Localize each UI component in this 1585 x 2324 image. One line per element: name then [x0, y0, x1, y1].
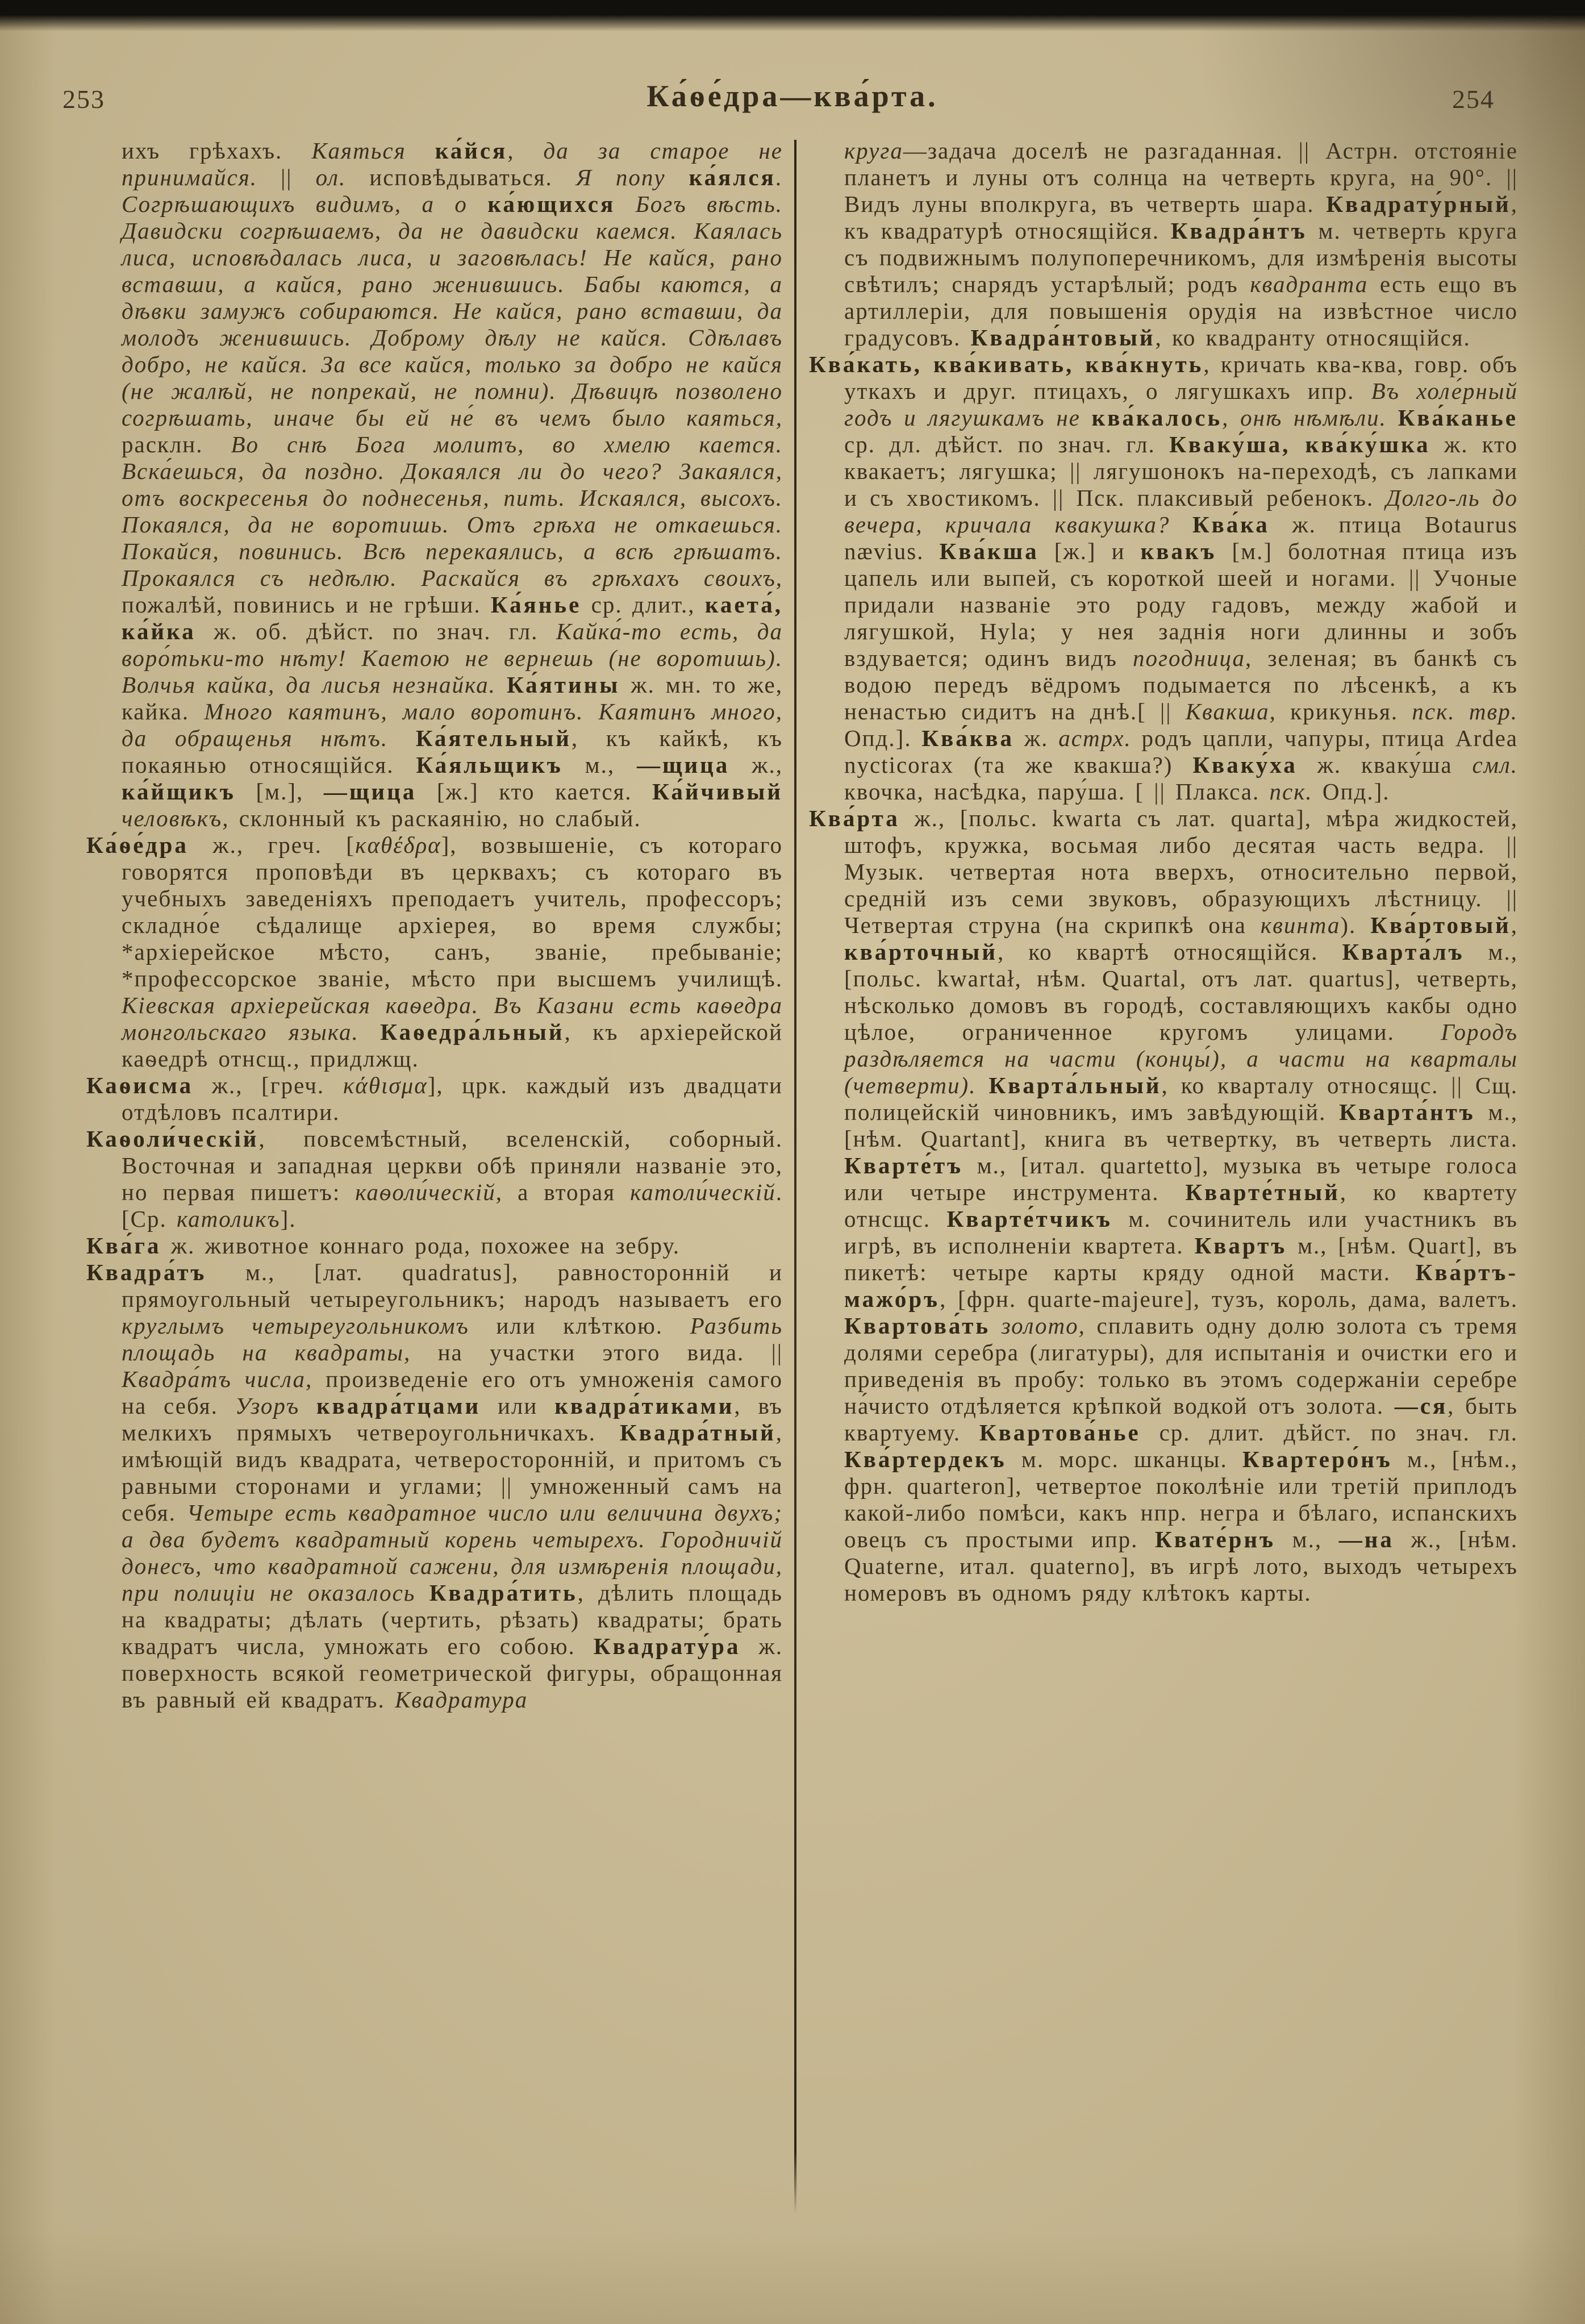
dictionary-entry: Ква́кать, ква́кивать, ква́кнуть, кричать ква-ква, говр. объ уткахъ и друг. птицахъ, о лягушкахъ ипр. Въ холе́рный годъ и лягушкамъ не ква́калось, онѣ нѣмѣли. Ква́канье ср. дл. дѣйст. по знач. гл. Кваку́ша, ква́ку́шка ж. кто квакаетъ; лягушка; || лягушонокъ на-переходѣ, съ лапками и съ хвостикомъ. || Пск. плаксивый ребенокъ. Долго-ль до вечера, кричала квакушка? Ква́ка ж. птица Botaurus nævius. Ква́кша [ж.] и квакъ [м.] болотная птица изъ цапель или выпей, съ короткой шеей и ногами. || Учоные придали названіе это роду гадовъ, между жабой и лягушкой, Hyla; у нея заднія ноги длинны и зобъ вздувается; одинъ видъ погодница, зеленая; въ банкѣ съ водою передъ вёдромъ подымается по лѣсенкѣ, а къ ненастью сидитъ на днѣ.[ || Квакша, крикунья. пск. твр. Опд.]. Ква́ква ж. астрх. родъ цапли, чапуры, птица Ardea nycticorax (та же квакша?) Кваку́ха ж. кваку́ша смл. квочка, насѣдка, пару́ша. [ || Плакса. пск. Опд.]. [809, 351, 1518, 805]
dictionary-entry: Каѳоли́ческій, повсемѣстный, вселенскій, соборный. Восточная и западная церкви обѣ приняли названіе это, но первая пишетъ: каѳоли́ческій, а вторая католи́ческій. [Ср. католикъ]. [86, 1126, 783, 1232]
dictionary-entry: Квадра́тъ м., [лат. quadratus], равносторонній и прямоугольный четыреугольникъ; народъ называетъ его круглымъ четыреугольникомъ или клѣткою. Разбить площадь на квадраты, на участки этого вида. || Квадра́тъ числа, произведеніе его отъ умноженія самого на себя. Узоръ квадра́тцами или квадра́тиками, въ мелкихъ прямыхъ четвероугольничкахъ. Квадра́тный, имѣющій видъ квадрата, четверосторонній, и притомъ съ равными сторонами и углами; || умноженный самъ на себя. Четыре есть квадратное число или величина двухъ; а два будетъ квадратный корень четырехъ. Городничій донесъ, что квадратной сажени, для измѣренія площади, при полиціи не оказалось Квадра́тить, дѣлить площадь на квадраты; дѣлать (чертить, рѣзать) квадраты; брать квадратъ числа, умножать его собою. Квадрату́ра ж. поверхность всякой геометрической фигуры, обращонная въ равный ей квадратъ. Квадратура [86, 1259, 783, 1713]
column-divider-rule [794, 140, 796, 2214]
left-column [86, 138, 783, 1713]
running-title: Ка́ѳе́дра—ква́рта. [646, 79, 939, 113]
dictionary-entry: Ква́рта ж., [польс. kwarta съ лат. quarta], мѣра жидкостей, штофъ, кружка, восьмая либо десятая часть ведра. || Музык. четвертая нота вверхъ, относительно первой, средній изъ семи звуковъ, образующихъ лѣстницу. || Четвертая струна (на скрипкѣ она квинта). Ква́ртовый, ква́рточный, ко квартѣ относящійся. Кварта́лъ м., [польс. kwartał, нѣм. Quartal, отъ лат. quartus], четверть, нѣсколько домовъ въ городѣ, составляющихъ какбы одно цѣлое, ограниченное кругомъ улицами. Городъ раздѣляется на части (концы́), а части на кварталы (четверти). Кварта́льный, ко кварталу относящс. || Сщ. полицейскій чиновникъ, имъ завѣдующій. Кварта́нтъ м., [нѣм. Quartant], книга въ четвертку, въ четверть листа. Кварте́тъ м., [итал. quartetto], музыка въ четыре голоса или четыре инструмента. Кварте́тный, ко квартету отнсщс. Кварте́тчикъ м. сочинитель или участникъ въ игрѣ, въ исполненіи квартета. Квартъ м., [нѣм. Quart], въ пикетѣ: четыре карты кряду одной масти. Ква́ртъ-мажо́ръ, [фрн. quarte-majeure], тузъ, король, дама, валетъ. Квартова́ть золото, сплавить одну долю золота съ тремя долями серебра (лигатуры), для испытанія и очистки его и приведенія въ пробу: только въ этомъ содержаніи серебре на́чисто отдѣляется крѣпкой водкой отъ золота. —ся, быть квартуему. Квартова́нье ср. длит. дѣйст. по знач. гл. Ква́ртердекъ м. морс. шканцы. Квартеро́нъ м., [нѣм., фрн. quarteron], четвертое поколѣніе или третій приплодъ какой-либо помѣси, какъ нпр. негра и бѣлаго, испанскихъ овецъ съ простыми ипр. Квате́рнъ м., —на ж., [нѣм. Quaterne, итал. quaterno], въ игрѣ лото, выходъ четырехъ номеровъ въ одномъ ряду клѣтокъ карты. [809, 805, 1519, 1606]
entry-continuation: круга—задача доселѣ не разгаданная. || Астрн. отстояніе планетъ и луны отъ солнца на четверть круга, на 90°. || Видъ луны вполкруга, въ четверть шара. Квадрату́рный, къ квадратурѣ относящійся. Квадра́нтъ м. четверть круга съ подвижнымъ полупоперечникомъ, для измѣренія высоты свѣтилъ; снарядъ устарѣлый; родъ квадранта есть ещо въ артиллеріи, для повышенія орудія на извѣстное число градусовъ. Квадра́нтовый, ко квадранту относящійся. [844, 138, 1519, 351]
page-number-left: 253 [62, 85, 105, 114]
page-number-right: 254 [1452, 85, 1495, 114]
right-column [809, 138, 1518, 1606]
dictionary-entry: Каѳисма ж., [греч. κάθισμα], црк. каждый изъ двадцати отдѣловъ псалтири. [86, 1072, 783, 1125]
entry-continuation: ихъ грѣхахъ. Каяться ка́йся, да за старое не принимайся. || ол. исповѣдываться. Я попу ка́ялся. Согрѣшающихъ видимъ, а о ка́ющихся Богъ вѣсть. Давидски согрѣшаемъ, да не давидски каемся. Каялась лиса, исповѣдалась лиса, и заговѣлась! Не кайся, рано вставши, а кайся, рано женившись. Бабы каются, а дѣвки замужъ собираются. Не кайся, рано вставши, да молодъ женившись. Доброму дѣлу не кайся. Сдѣлавъ добро, не кайся. За все кайся, только за добро не кайся (не жалѣй, не попрекай, не помни). Дѣвицѣ позволено согрѣшать, иначе бы ей не́ въ чемъ было каяться, расклн. Во снѣ Бога молитъ, во хмелю кается. Вска́ешься, да поздно. Докаялся ли до чего? Закаялся, отъ воскресенья до поднесенья, пить. Искаялся, высохъ. Покаялся, да не воротишь. Отъ грѣха не откаешься. Покайся, повинись. Всѣ перекаялись, а всѣ грѣшатъ. Прокаялся съ недѣлю. Раскайся въ грѣхахъ своихъ, пожалѣй, повинись и не грѣши. Ка́янье ср. длит., каета́, ка́йка ж. об. дѣйст. по знач. гл. Кайка́-то есть, да воро́тьки-то нѣту! Каетою не вернешь (не воротишь). Волчья кайка, да лисья незнайка. Ка́ятины ж. мн. то же, кайка. Много каятинъ, мало воротинъ. Каятинъ много, да обращенья нѣтъ. Ка́ятельный, къ кайкѣ, къ покаянью относящійся. Ка́яльщикъ м., —щица ж., ка́йщикъ [м.], —щица [ж.] кто кается. Ка́йчивый человѣкъ, склонный къ раскаянію, но слабый. [122, 138, 783, 831]
dictionary-entry: Ква́га ж. животное коннаго рода, похожее на зебру. [86, 1232, 681, 1259]
dictionary-entry: Ка́ѳе́дра ж., греч. [καθέδρα], возвышеніе, съ котораго говорятся проповѣди въ церквахъ; съ котораго въ учебныхъ заведеніяхъ преподаетъ учитель, профессоръ; складно́е сѣдалище архіерея, во время службы; *архіерейское мѣсто, санъ, званіе, пребываніе; *профессорское званіе, мѣсто при высшемъ училищѣ. Кіевская архіерейская каѳедра. Въ Казани есть каѳедра монгольскаго языка. Каѳедра́льный, къ архіерейской каѳедрѣ отнсщ., придлжщ. [86, 832, 783, 1072]
